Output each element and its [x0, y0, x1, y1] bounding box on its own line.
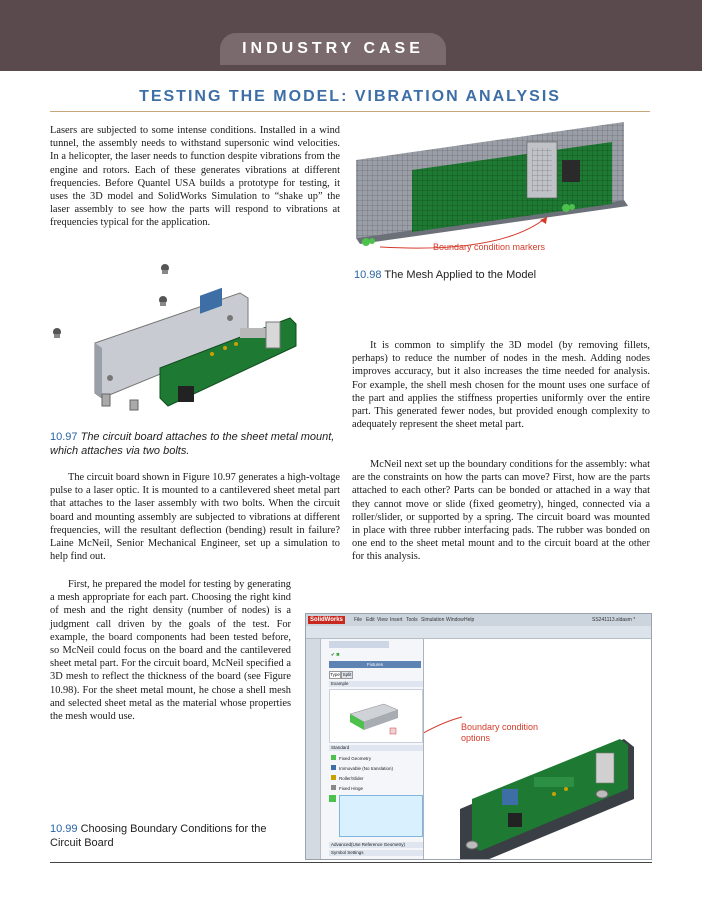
- title-rule: [50, 111, 650, 112]
- footer-rule: [50, 862, 652, 863]
- figure-10-99-caption: [50, 822, 290, 850]
- standard-section-header[interactable]: Standard: [329, 745, 423, 751]
- section-tab: INDUSTRY CASE: [220, 33, 446, 65]
- standoff-icon: [596, 790, 608, 798]
- intro-paragraph: Lasers are subjected to some intense conditions. Installed in a wind tunnel, the assembly needs to withstand supersonic wind velocities. In a helicopter, the laser needs to function despite vibrations from the engine and rotors. Each of these generates vibrations at different frequencies. Before Quantel USA builds a prototype for testing, it uses the 3D model and SolidWorks Simulation to “shake up” the laser assembly to see how the parts will respond to vibrations at frequencies typical for the application.: [50, 125, 340, 229]
- figure-number: 10.97: [50, 431, 78, 443]
- selection-icon: [329, 795, 336, 802]
- symbol-settings-header[interactable]: Symbol Settings: [329, 850, 423, 856]
- sw-menu-bar: [306, 614, 651, 626]
- paragraph-circuit-board: The circuit board shown in Figure 10.97 generates a high-voltage pulse to a laser optic. It is mounted to a cantilevered sheet metal part that attaches to the laser assembly with two bolts. When the circuit board and mounting assembly are subjected to vibrations at different frequencies, will the resultant deflection (bending) result in failure? Laine McNeil, Senior Mechanical Engineer, set up a simulation to help find out.: [50, 472, 340, 563]
- caption-text: Choosing Boundary Conditions for the Circuit Board: [50, 823, 267, 849]
- bolt-icon: [159, 296, 167, 306]
- figure-10-98-image: [352, 120, 652, 260]
- selection-list-box[interactable]: [339, 795, 423, 837]
- menu-edit: Edit: [366, 617, 375, 623]
- sw-graphics-area[interactable]: [424, 639, 651, 859]
- menu-tools: Tools: [406, 617, 418, 623]
- option-fixed-geometry[interactable]: [331, 755, 421, 761]
- paragraph-simplify: It is common to simplify the 3D model (by removing fillets, perhaps) to reduce the number of nodes in the mesh. Adding nodes improves accuracy, but it also increases the time needed for analysis. For example, the shell mesh chosen for the mount uses one surface of the part and applies the stiffness properties uniformly over the entire part. This generated fewer nodes, but provided enough complexity to adequately represent the sheet metal part.: [352, 340, 650, 431]
- paragraph-boundary: McNeil next set up the boundary conditions for the assembly: what are the constraints on how the parts can move? First, how are the parts attached to each other? Parts can be bonded or attached in a way that they cannot move or slide (fixed geometry), hinged, connected via a roller/slider, or supported by a spring. The circuit board was mounted in place with three rubber interfacing pads. The rubber was bonded on one end to the sheet metal mount and to the circuit board at the other for this analysis.: [352, 459, 650, 563]
- solidworks-logo: SolidWorks: [310, 617, 343, 623]
- figure-number: 10.98: [354, 269, 382, 281]
- sw-toolbar: [306, 626, 651, 639]
- option-label: Fixed Geometry: [339, 756, 372, 761]
- callout-boundary-options: [461, 722, 538, 744]
- menu-window: Window: [446, 617, 464, 623]
- figure-10-97-caption: [50, 430, 340, 458]
- example-section-header[interactable]: Example: [329, 681, 423, 687]
- sw-property-manager: [321, 639, 424, 859]
- fixed-geometry-icon: [331, 755, 336, 760]
- immovable-icon: [331, 765, 336, 770]
- menu-file: File: [354, 617, 363, 623]
- figure-number: 10.99: [50, 823, 78, 835]
- option-label: Roller/Slider: [339, 776, 364, 781]
- bolt-icon: [161, 264, 169, 274]
- callout-boundary-markers: Boundary condition markers: [433, 242, 546, 252]
- page-title: TESTING THE MODEL: VIBRATION ANALYSIS: [139, 88, 561, 105]
- panel-icons-row: [329, 641, 389, 648]
- fixtures-panel-title: Fixtures: [329, 661, 421, 668]
- callout-line-2: options: [461, 733, 491, 743]
- menu-insert: Insert: [390, 617, 403, 623]
- ok-cancel-icons: ✔ ✖: [331, 652, 340, 657]
- menu-view: View: [377, 617, 388, 623]
- document-title: SS241113.sldasm *: [592, 617, 636, 623]
- sw-left-toolbar: [306, 639, 321, 859]
- boundary-marker-icon: [362, 238, 375, 246]
- roller-slider-icon: [331, 775, 336, 780]
- advanced-section-header[interactable]: Advanced(Use Reference Geometry): [329, 842, 423, 848]
- tab-type[interactable]: Type: [330, 672, 340, 677]
- option-roller-slider[interactable]: [331, 775, 421, 781]
- menu-simulation: Simulation: [421, 617, 445, 623]
- fixed-hinge-icon: [331, 785, 336, 790]
- option-fixed-hinge[interactable]: [331, 785, 421, 791]
- standoff-icon: [466, 841, 478, 849]
- tab-split[interactable]: Split: [342, 672, 352, 677]
- paragraph-first: First, he prepared the model for testing by generating a mesh appropriate for each part. Choosing the right kind of mesh and the right density (number of nodes) is a judgment call driven by the goals of the test. For example, the board components had been tested before, so McNeil could focus on the board and the cantilevered sheet metal part. For the circuit board, McNeil specified a 3D mesh to reflect the thickness of the board (see Figure 10.98). For the sheet metal mount, he chose a shell mesh and selected sheet metal as the material whose properties the mesh would use.: [50, 579, 291, 723]
- callout-line-1: Boundary condition: [461, 722, 539, 732]
- caption-text: The circuit board attaches to the sheet metal mount, which attaches via two bolts.: [50, 431, 335, 457]
- caption-text: The Mesh Applied to the Model: [384, 269, 537, 281]
- example-preview: [329, 689, 423, 743]
- figure-10-97-image: [40, 258, 340, 428]
- figure-10-98-caption: [354, 268, 654, 282]
- option-label: Fixed Hinge: [339, 786, 364, 791]
- menu-help: Help: [464, 617, 475, 623]
- bolt-icon: [53, 328, 61, 338]
- option-label: Immovable (No translation): [339, 766, 394, 771]
- option-immovable[interactable]: [331, 765, 421, 771]
